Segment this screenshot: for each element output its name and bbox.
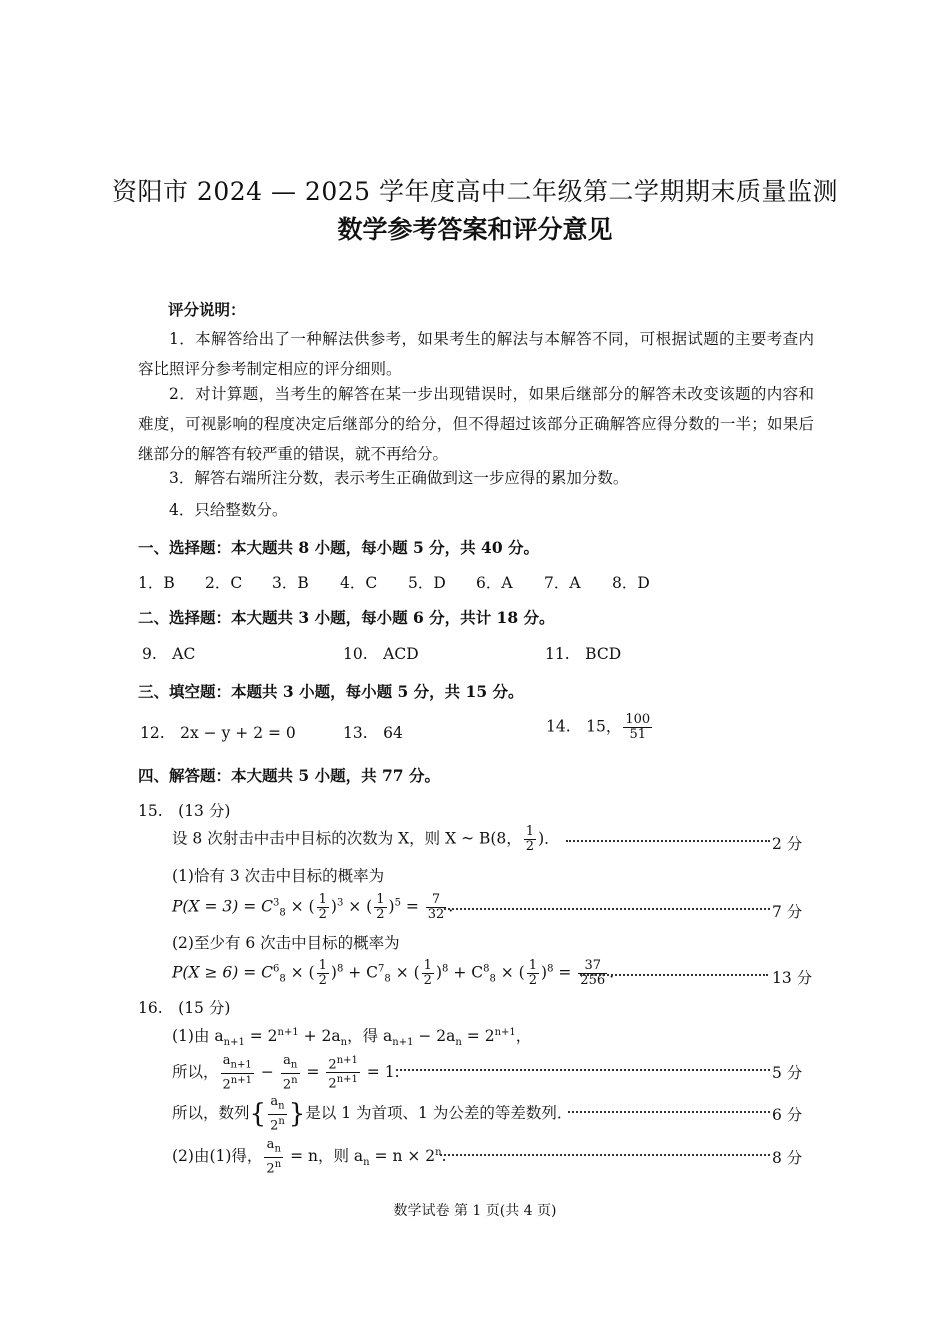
q16-score-2: 6 分 xyxy=(772,1106,803,1124)
q16-line2: 所以， $\frac{a_{n+1}}{2^{n+1}}$ − $\frac{a_n}{2^n}$ = $\frac{2^{n+1}}{2^{n+1}}$ = 1. xyxy=(172,1053,400,1092)
scoring-notes-heading: 评分说明： xyxy=(168,300,246,319)
q16-line4: (2)由(1)得， $\frac{a_n}{2^n}$ = n，则 $a_n = n \times 2^n$. xyxy=(172,1137,447,1176)
q16-label: 16. (15 分) xyxy=(138,999,231,1017)
section-2-heading: 二、选择题：本大题共 3 小题，每小题 6 分，共计 18 分。 xyxy=(138,608,555,627)
document-title: 资阳市 2024 — 2025 学年度高中二年级第二学期期末质量监测 xyxy=(111,177,839,206)
dot-leader xyxy=(396,1069,770,1071)
answer-8: 8．D xyxy=(612,574,650,592)
q15-score-3: 13 分 xyxy=(772,969,813,987)
q15-score-2: 7 分 xyxy=(772,903,803,921)
q16-score-1: 5 分 xyxy=(772,1064,803,1082)
section-3-heading: 三、填空题：本题共 3 小题，每小题 5 分，共 15 分。 xyxy=(138,682,524,701)
dot-leader xyxy=(566,840,770,842)
q15-line1: 设 8 次射击中击中目标的次数为 X，则 X ~ B(8， $\frac{1}{2}$ )． xyxy=(172,824,560,854)
answer-10: 10. ACD xyxy=(343,645,419,663)
answer-9: 9. AC xyxy=(142,645,196,663)
section-4-heading: 四、解答题：本大题共 5 小题，共 77 分。 xyxy=(138,766,440,785)
answer-1: 1．B xyxy=(138,574,175,592)
answer-11: 11. BCD xyxy=(545,645,622,663)
answer-5: 5．D xyxy=(408,574,446,592)
dot-leader xyxy=(440,1154,770,1156)
dot-leader xyxy=(568,1111,770,1113)
q15-part2: (2)至少有 6 次击中目标的概率为 xyxy=(172,934,400,952)
q15-eq2: $P(X \ge 6) = C^6_8$ × ( $\frac{1}{2}$ )$^8 + C^7_8$ × ( $\frac{1}{2}$ )$^8 + C^8_8$ × ( $\frac{1}{2}$ )$^8$ = $\frac{37}{256}$ . xyxy=(172,958,615,988)
q15-score-1: 2 分 xyxy=(772,835,803,853)
answer-13: 13. 64 xyxy=(343,724,403,742)
page-footer: 数学试卷 第 1 页(共 4 页) xyxy=(393,1203,557,1219)
answer-2: 2．C xyxy=(205,574,243,592)
answer-4: 4．C xyxy=(340,574,378,592)
scoring-note-3: 3．解答右端所注分数，表示考生正确做到这一步应得的累加分数。 xyxy=(169,469,629,487)
q15-label: 15. (13 分) xyxy=(138,802,231,820)
scoring-note-4: 4．只给整数分。 xyxy=(169,501,288,519)
q16-line1: (1)由 $a_{n+1} = 2^{n+1} + 2a_n$，得 $a_{n+1} - 2a_n = 2^{n+1}$， xyxy=(172,1026,532,1049)
q15-eq1: $P(X = 3) = C^3_8$ × ( $\frac{1}{2}$ )$^3$ × ( $\frac{1}{2}$ )$^5$ = $\frac{7}{32}$ . xyxy=(172,892,454,922)
dot-leader xyxy=(580,974,768,976)
q16-line3: 所以，数列{ $\frac{a_n}{2^n}$ }是以 1 为首项、1 为公差的等差数列． xyxy=(172,1094,573,1133)
section-1-heading: 一、选择题：本大题共 8 小题，每小题 5 分，共 40 分。 xyxy=(138,538,540,557)
answer-6: 6．A xyxy=(476,574,513,592)
answer-14: 14. 15， $\frac{100}{51}$ xyxy=(546,712,651,742)
answer-3: 3．B xyxy=(272,574,309,592)
document-subtitle: 数学参考答案和评分意见 xyxy=(337,215,613,244)
q15-part1: (1)恰有 3 次击中目标的概率为 xyxy=(172,867,385,885)
scoring-note-1: 1．本解答给出了一种解法供参考，如果考生的解法与本解答不同，可根据试题的主要考查内容比照评分参考制定相应的评分细则。 xyxy=(138,330,814,378)
scoring-note-2: 2．对计算题，当考生的解答在某一步出现错误时，如果后继部分的解答未改变该题的内容和难度，可视影响的程度决定后继部分的给分，但不得超过该部分正确解答应得分数的一半；如果后继部分的解答有较严重的错误，就不再给分。 xyxy=(138,385,814,463)
answer-12: 12. 2x − y + 2 = 0 xyxy=(140,724,296,742)
dot-leader xyxy=(444,908,770,910)
answer-7: 7．A xyxy=(544,574,581,592)
q16-score-3: 8 分 xyxy=(772,1149,803,1167)
